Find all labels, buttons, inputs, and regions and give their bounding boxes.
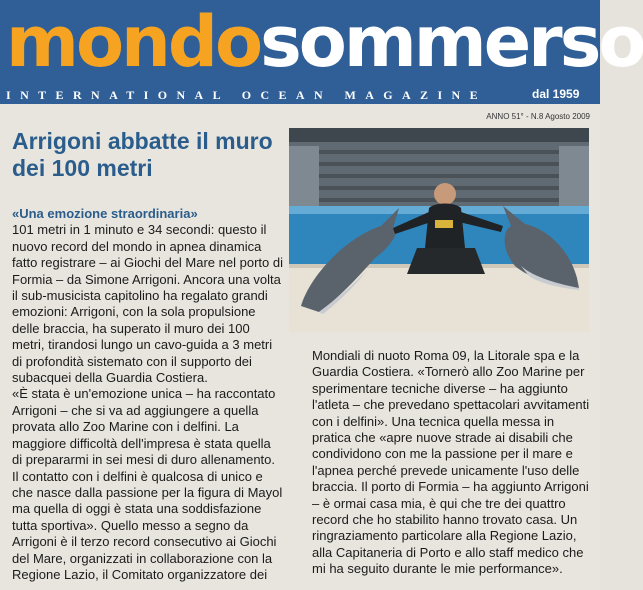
article-column-right: [312, 348, 592, 578]
issue-info: ANNO 51° - N.8 Agosto 2009: [486, 112, 590, 121]
article-paragraph: «È stata è un'emozione unica – ha raccontato Arrigoni – che si va ad aggiungere a quella provata allo Zoo Marine con i delfini. La maggiore difficoltà dell'impresa è stata quella di prepararmi in sei mesi di duro allenamento. Il contatto con i delfini è qualcosa di unico e che nasce dalla passione per la figura di Mayol ma quella di oggi è stata una soddisfazione tutta sportiva». Quello messo a segno da Arrigoni è il terzo record consecutivo ai Giochi del Mare, organizzati in collaborazione con la Regione Lazio, il Comitato organizzatore dei: [12, 386, 283, 582]
founded-year: dal 1959: [532, 87, 580, 101]
masthead: [0, 0, 643, 104]
article-column-left: [12, 206, 284, 583]
logo-part-sommerso: sommerso: [260, 1, 643, 83]
magazine-tagline: INTERNATIONAL OCEAN MAGAZINE: [6, 88, 488, 102]
magazine-logo: [6, 0, 643, 90]
article-photo: [289, 128, 589, 332]
photo-dolphins-athlete: [289, 128, 589, 332]
article-subhead: «Una emozione straordinaria»: [12, 206, 198, 221]
article-paragraph: 101 metri in 1 minuto e 34 secondi: questo il nuovo record del mondo in apnea dinamica fatto registrare – ai Giochi del Mare nel porto di Formia – da Simone Arrigoni. Ancora una volta il sub-musicista capitolino ha regalato grandi emozioni: Arrigoni, con la sola propulsione delle braccia, ha superato il muro dei 100 metri, tirandosi lungo un cavo-guida a 3 metri di profondità sistemato con il supporto dei subacquei della Guardia Costiera.: [12, 222, 283, 386]
article-title: Arrigoni abbatte il muro dei 100 metri: [12, 128, 273, 181]
article-paragraph: Mondiali di nuoto Roma 09, la Litorale spa e la Guardia Costiera. «Tornerò allo Zoo Marine per sperimentare tecniche diverse – ha aggiunto l'atleta – che prevedano spettacolari avvitamenti con i delfini». Una tecnica quella messa in pratica che «apre nuove strade ai disabili che condividono con me la passione per il mare e l'apnea perché prevede unicamente l'uso delle braccia. Il porto di Formia – ha aggiunto Arrigoni – è ormai casa mia, è qui che tre dei quattro record che ho stabilito hanno trovato casa. Un ringraziamento particolare alla Regione Lazio, alla Capitaneria di Porto e allo staff medico che mi ha seguito durante le mie performance».: [312, 348, 590, 577]
logo-part-mondo: mondo: [6, 1, 261, 83]
